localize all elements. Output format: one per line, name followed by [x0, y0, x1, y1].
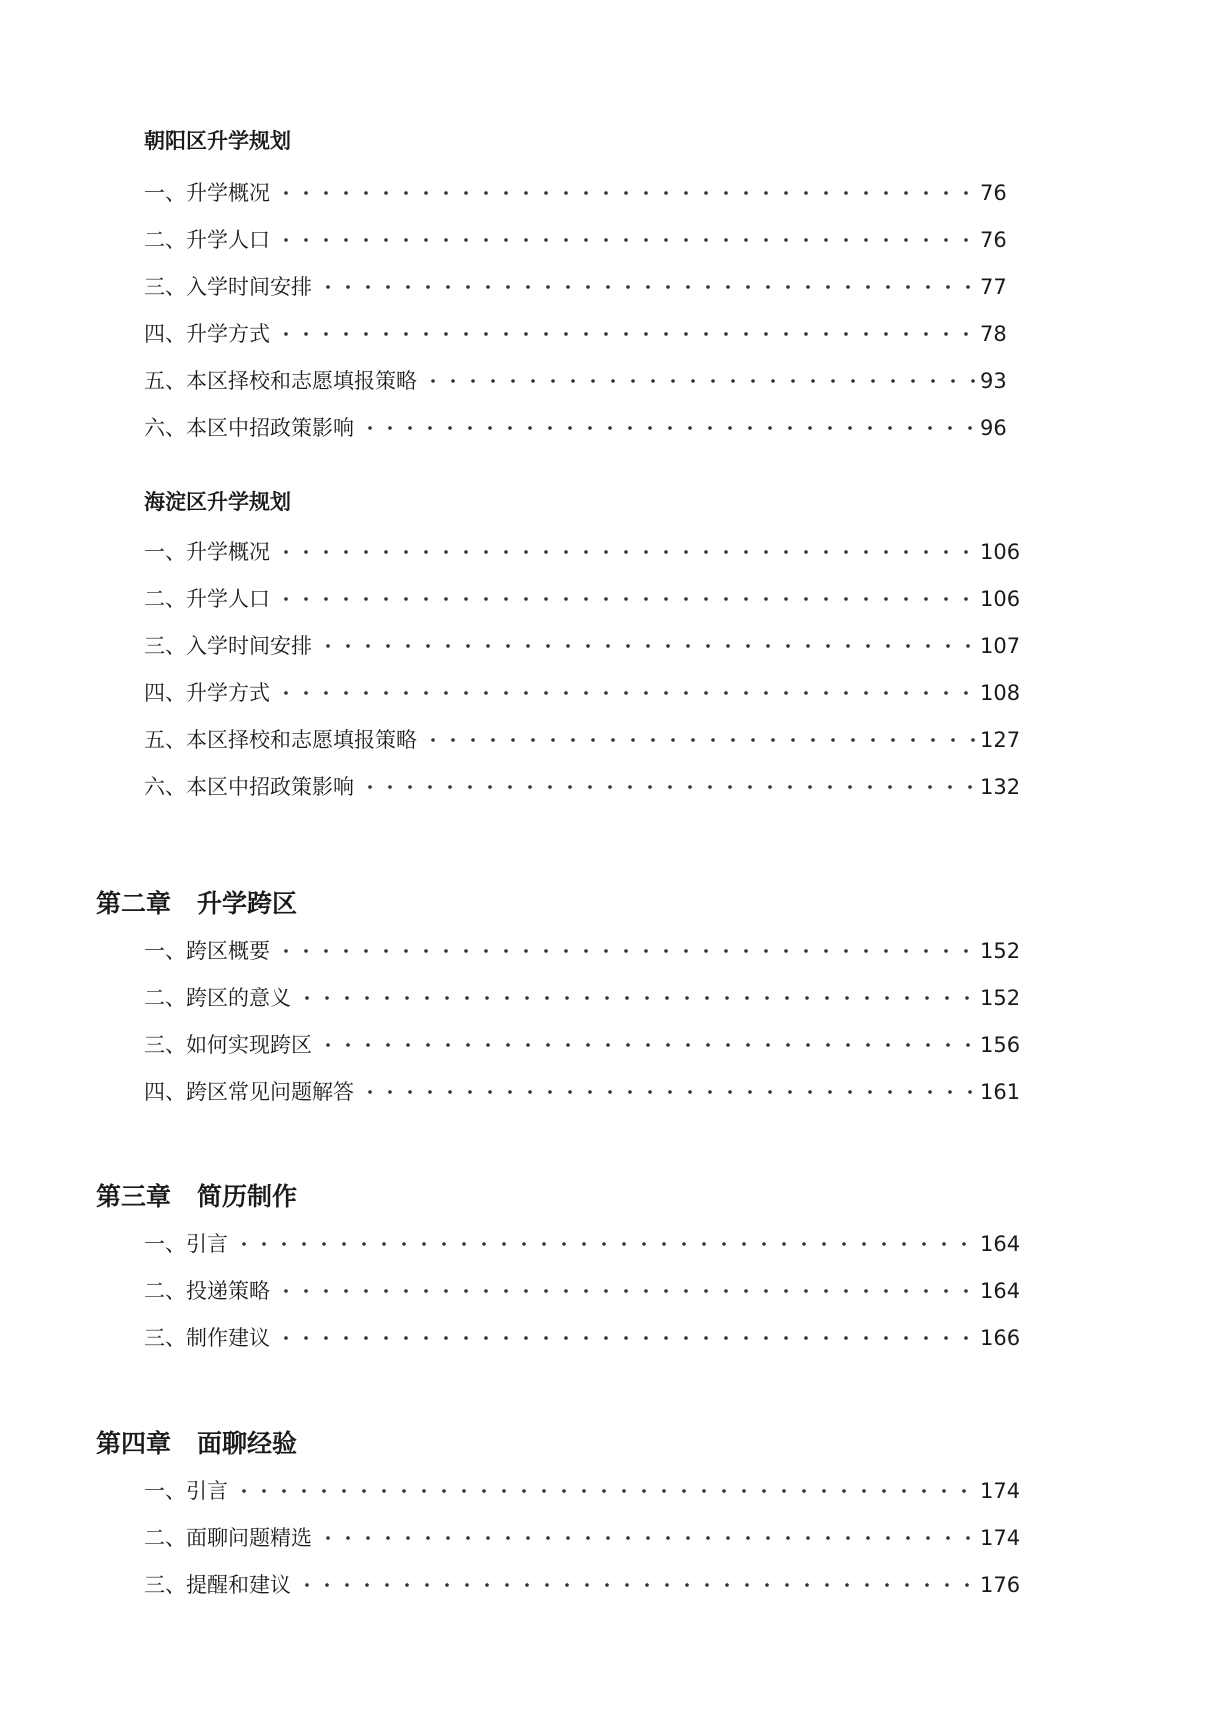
toc-entry[interactable] — [144, 1476, 1020, 1506]
dot-leader — [318, 1030, 976, 1060]
chapter-title: 面聊经验 — [197, 1429, 298, 1458]
toc-entry-label: 四、跨区常见问题解答 — [144, 1080, 354, 1104]
toc-entry-label: 六、本区中招政策影响 — [144, 775, 354, 799]
dot-leader — [234, 1476, 976, 1506]
section-heading: 朝阳区升学规划 — [144, 129, 291, 153]
toc-entry[interactable] — [144, 725, 1020, 755]
chapter-number: 第三章 — [96, 1182, 172, 1211]
toc-entry[interactable] — [144, 1077, 1020, 1107]
dot-leader — [297, 983, 976, 1013]
dot-leader — [234, 1229, 976, 1259]
toc-page-number: 106 — [980, 587, 1021, 611]
toc-page-number: 76 — [980, 228, 1007, 252]
toc-entry[interactable] — [144, 678, 1020, 708]
chapter-heading — [96, 888, 297, 920]
toc-page-number: 166 — [980, 1326, 1021, 1350]
toc-page-number: 152 — [980, 986, 1021, 1010]
toc-entry[interactable] — [144, 584, 1020, 614]
dot-leader — [276, 537, 976, 567]
toc-entry-label: 二、升学人口 — [144, 587, 270, 611]
toc-entry[interactable] — [144, 537, 1020, 567]
toc-page-number: 161 — [980, 1080, 1021, 1104]
toc-entry[interactable] — [144, 1229, 1020, 1259]
toc-page-number: 176 — [980, 1573, 1021, 1597]
toc-entry[interactable] — [144, 1030, 1020, 1060]
toc-page-number: 106 — [980, 540, 1021, 564]
toc-page-number: 77 — [980, 275, 1007, 299]
toc-entry[interactable] — [144, 631, 1020, 661]
chapter-heading — [96, 1181, 297, 1213]
dot-leader — [423, 725, 976, 755]
toc-entry[interactable] — [144, 772, 1020, 802]
dot-leader — [276, 319, 976, 349]
toc-entry-label: 五、本区择校和志愿填报策略 — [144, 369, 417, 393]
toc-entry[interactable] — [144, 1323, 1020, 1353]
toc-page-number: 174 — [980, 1526, 1021, 1550]
toc-page-number: 164 — [980, 1279, 1021, 1303]
dot-leader — [276, 1323, 976, 1353]
toc-entry[interactable] — [144, 225, 1020, 255]
chapter-number: 第二章 — [96, 889, 172, 918]
toc-entry-label: 五、本区择校和志愿填报策略 — [144, 728, 417, 752]
dot-leader — [360, 1077, 976, 1107]
toc-entry-label: 四、升学方式 — [144, 681, 270, 705]
toc-page-number: 78 — [980, 322, 1007, 346]
toc-entry[interactable] — [144, 1570, 1020, 1600]
toc-page-number: 96 — [980, 416, 1007, 440]
chapter-number: 第四章 — [96, 1429, 172, 1458]
dot-leader — [360, 413, 976, 443]
toc-entry-label: 三、提醒和建议 — [144, 1573, 291, 1597]
toc-entry-label: 四、升学方式 — [144, 322, 270, 346]
toc-entry[interactable] — [144, 1276, 1020, 1306]
toc-page-number: 93 — [980, 369, 1007, 393]
section-heading: 海淀区升学规划 — [144, 490, 291, 514]
dot-leader — [276, 584, 976, 614]
dot-leader — [318, 272, 976, 302]
toc-page-number: 108 — [980, 681, 1021, 705]
toc-entry-label: 三、如何实现跨区 — [144, 1033, 312, 1057]
dot-leader — [276, 936, 976, 966]
toc-entry[interactable] — [144, 178, 1020, 208]
toc-entry[interactable] — [144, 272, 1020, 302]
toc-page-number: 127 — [980, 728, 1021, 752]
toc-page-number: 156 — [980, 1033, 1021, 1057]
chapter-heading — [96, 1428, 297, 1460]
toc-entry[interactable] — [144, 366, 1020, 396]
dot-leader — [276, 225, 976, 255]
toc-entry[interactable] — [144, 983, 1020, 1013]
toc-entry-label: 一、升学概况 — [144, 181, 270, 205]
toc-page-number: 164 — [980, 1232, 1021, 1256]
toc-entry-label: 六、本区中招政策影响 — [144, 416, 354, 440]
dot-leader — [318, 631, 976, 661]
dot-leader — [318, 1523, 976, 1553]
toc-entry-label: 一、跨区概要 — [144, 939, 270, 963]
dot-leader — [276, 178, 976, 208]
toc-entry-label: 一、引言 — [144, 1479, 228, 1503]
toc-entry[interactable] — [144, 319, 1020, 349]
dot-leader — [276, 1276, 976, 1306]
toc-page-number: 132 — [980, 775, 1021, 799]
toc-page-number: 152 — [980, 939, 1021, 963]
toc-entry-label: 二、面聊问题精选 — [144, 1526, 312, 1550]
toc-entry-label: 二、投递策略 — [144, 1279, 270, 1303]
toc-page-number: 76 — [980, 181, 1007, 205]
toc-entry[interactable] — [144, 936, 1020, 966]
toc-entry-label: 三、入学时间安排 — [144, 275, 312, 299]
toc-entry-label: 二、跨区的意义 — [144, 986, 291, 1010]
toc-entry[interactable] — [144, 1523, 1020, 1553]
toc-entry-label: 一、引言 — [144, 1232, 228, 1256]
toc-entry-label: 三、制作建议 — [144, 1326, 270, 1350]
toc-page-number: 107 — [980, 634, 1021, 658]
toc-entry[interactable] — [144, 413, 1020, 443]
dot-leader — [423, 366, 976, 396]
toc-entry-label: 一、升学概况 — [144, 540, 270, 564]
toc-entry-label: 三、入学时间安排 — [144, 634, 312, 658]
dot-leader — [360, 772, 976, 802]
chapter-title: 简历制作 — [197, 1182, 298, 1211]
toc-page-number: 174 — [980, 1479, 1021, 1503]
dot-leader — [276, 678, 976, 708]
toc-entry-label: 二、升学人口 — [144, 228, 270, 252]
chapter-title: 升学跨区 — [197, 889, 298, 918]
dot-leader — [297, 1570, 976, 1600]
